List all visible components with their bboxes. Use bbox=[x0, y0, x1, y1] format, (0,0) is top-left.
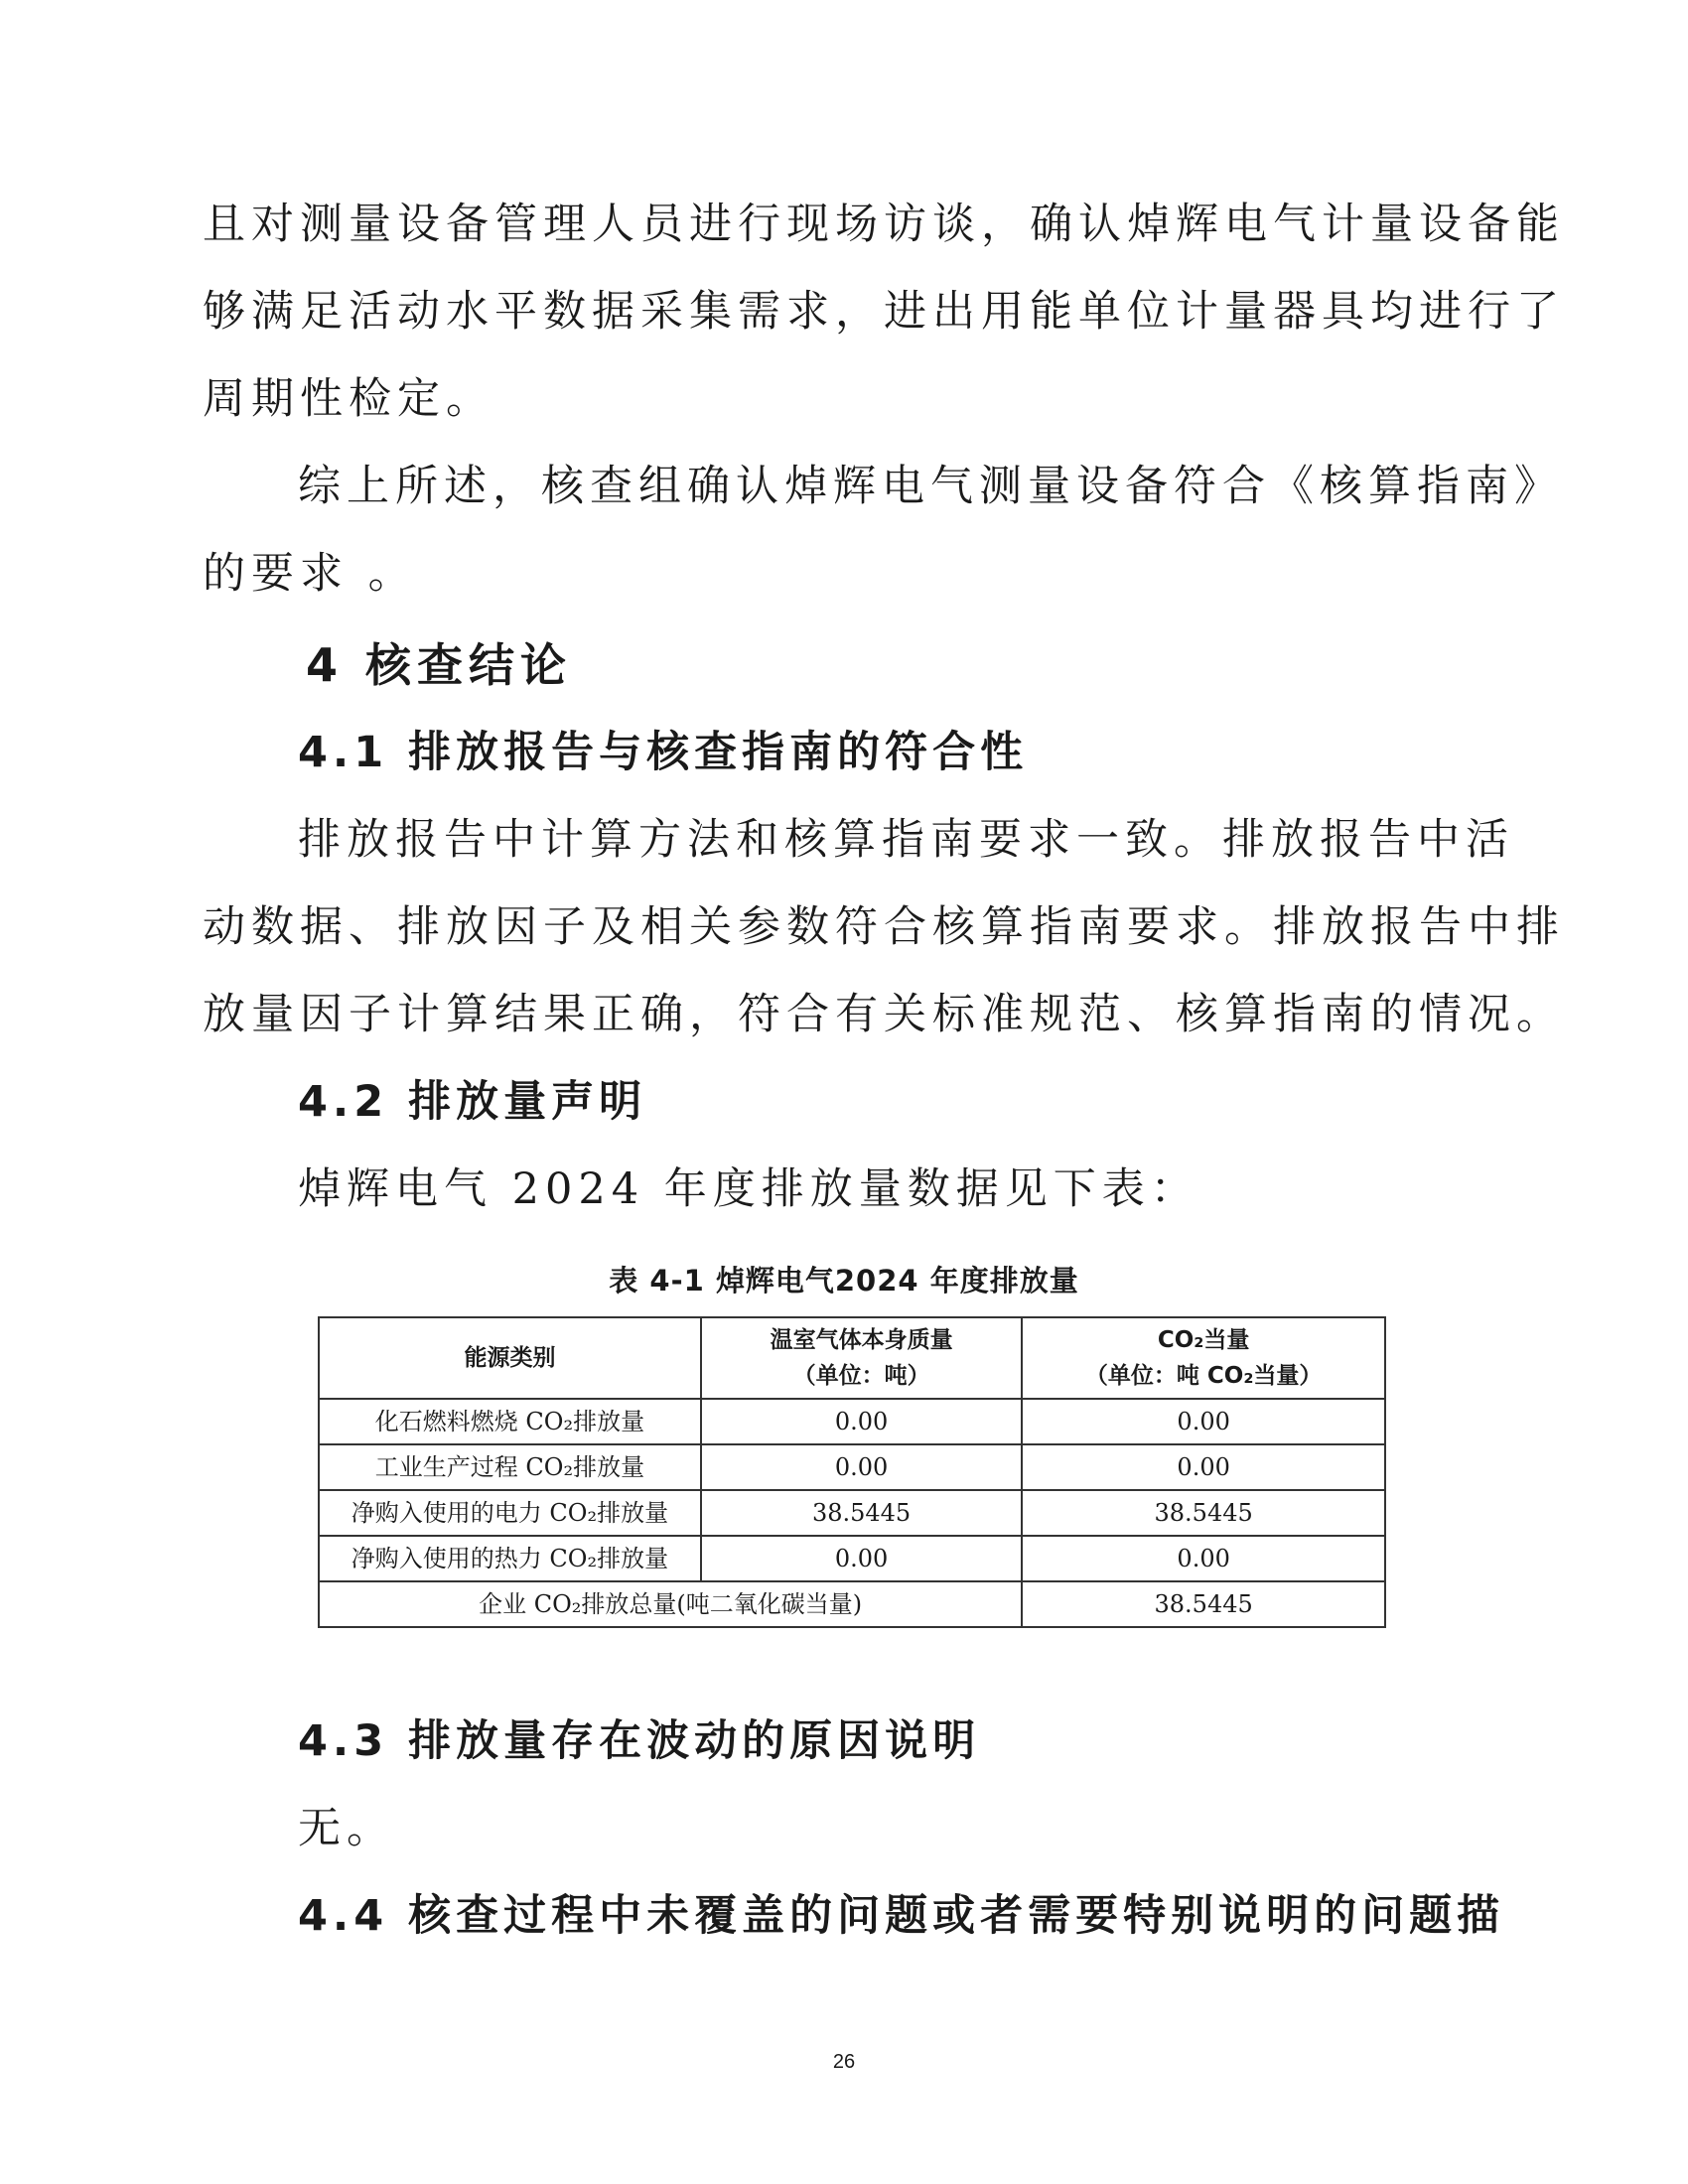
table-total-row bbox=[319, 1581, 1385, 1627]
cell-category: 工业生产过程 CO₂排放量 bbox=[319, 1444, 701, 1490]
section-heading-4: 4 核查结论 bbox=[306, 638, 573, 692]
paragraph-line: 且对测量设备管理人员进行现场访谈，确认焯辉电气计量设备能 bbox=[203, 200, 1565, 249]
cell-co2e: 0.00 bbox=[1022, 1444, 1385, 1490]
cell-category: 净购入使用的热力 CO₂排放量 bbox=[319, 1536, 701, 1581]
table-caption: 表 4-1 焯辉电气2024 年度排放量 bbox=[609, 1264, 1079, 1297]
cell-total-label: 企业 CO₂排放总量(吨二氧化碳当量) bbox=[319, 1581, 1022, 1627]
paragraph-line: 周期性检定。 bbox=[203, 374, 494, 424]
header-cell-category: 能源类别 bbox=[319, 1317, 701, 1399]
cell-mass: 0.00 bbox=[701, 1536, 1022, 1581]
cell-co2e: 0.00 bbox=[1022, 1399, 1385, 1444]
page-number: 26 bbox=[832, 2051, 856, 2073]
paragraph-line: 排放报告中计算方法和核算指南要求一致。排放报告中活 bbox=[298, 815, 1514, 865]
cell-mass: 38.5445 bbox=[701, 1490, 1022, 1536]
header-cell-mass bbox=[701, 1317, 1022, 1399]
table-header-row bbox=[319, 1317, 1385, 1399]
paragraph-line: 够满足活动水平数据采集需求，进出用能单位计量器具均进行了 bbox=[203, 287, 1565, 337]
cell-total-value: 38.5445 bbox=[1022, 1581, 1385, 1627]
cell-mass: 0.00 bbox=[701, 1399, 1022, 1444]
paragraph-line: 综上所述，核查组确认焯辉电气测量设备符合《核算指南》 bbox=[298, 462, 1563, 511]
header-co2e-line1: CO₂当量 bbox=[1157, 1327, 1250, 1353]
paragraph-line: 无。 bbox=[298, 1804, 395, 1853]
paragraph-line: 的要求 。 bbox=[203, 549, 417, 599]
cell-co2e: 0.00 bbox=[1022, 1536, 1385, 1581]
paragraph-line: 动数据、排放因子及相关参数符合核算指南要求。排放报告中排 bbox=[203, 902, 1565, 952]
cell-co2e: 38.5445 bbox=[1022, 1490, 1385, 1536]
paragraph-line: 焯辉电气 2024 年度排放量数据见下表： bbox=[298, 1164, 1199, 1214]
paragraph-line: 放量因子计算结果正确，符合有关标准规范、核算指南的情况。 bbox=[203, 990, 1565, 1039]
section-heading-4-4: 4.4 核查过程中未覆盖的问题或者需要特别说明的问题描 bbox=[298, 1891, 1505, 1941]
section-heading-4-2: 4.2 排放量声明 bbox=[298, 1077, 647, 1127]
header-mass-line1: 温室气体本身质量 bbox=[770, 1327, 953, 1353]
section-heading-4-3: 4.3 排放量存在波动的原因说明 bbox=[298, 1716, 981, 1766]
emissions-table bbox=[318, 1316, 1386, 1628]
table-row bbox=[319, 1536, 1385, 1581]
table-row bbox=[319, 1490, 1385, 1536]
section-heading-4-1: 4.1 排放报告与核查指南的符合性 bbox=[298, 728, 1029, 777]
cell-mass: 0.00 bbox=[701, 1444, 1022, 1490]
table-row bbox=[319, 1399, 1385, 1444]
table-row bbox=[319, 1444, 1385, 1490]
header-mass-line2: （单位：吨） bbox=[792, 1363, 930, 1389]
header-cell-co2e bbox=[1022, 1317, 1385, 1399]
header-co2e-line2: （单位：吨 CO₂当量） bbox=[1084, 1363, 1323, 1389]
cell-category: 化石燃料燃烧 CO₂排放量 bbox=[319, 1399, 701, 1444]
cell-category: 净购入使用的电力 CO₂排放量 bbox=[319, 1490, 701, 1536]
